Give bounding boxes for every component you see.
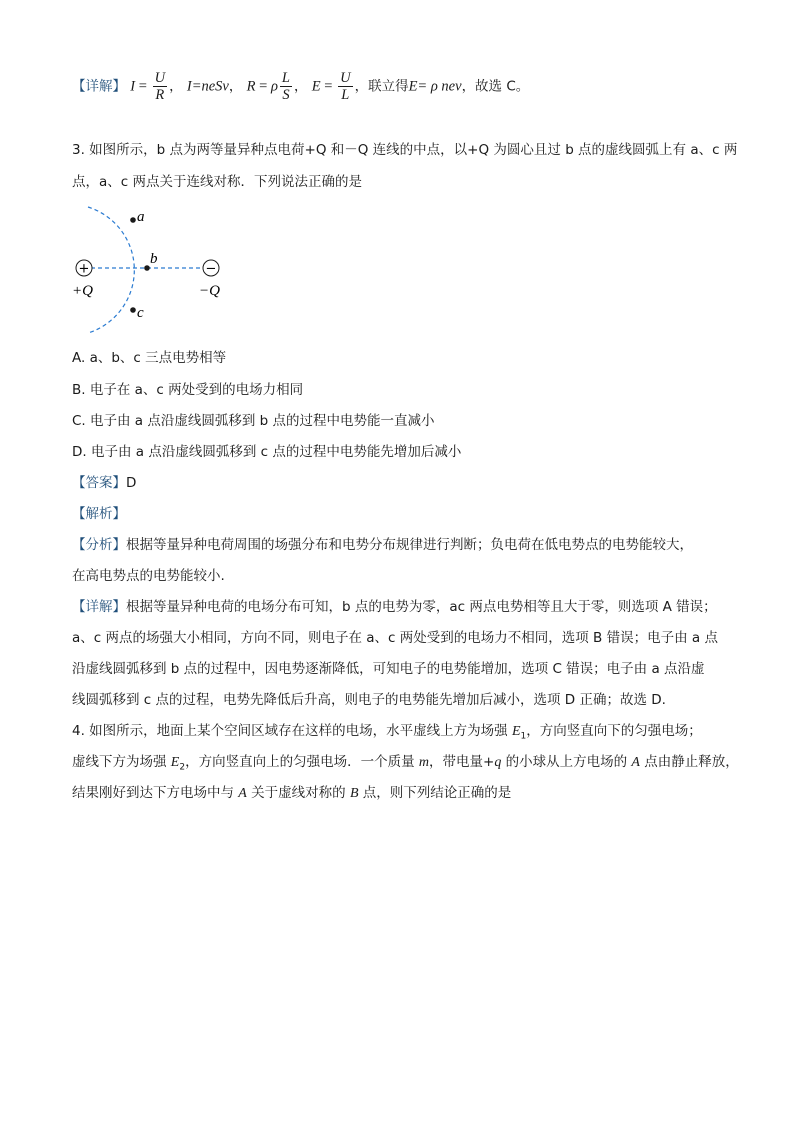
label-plus-q: +Q — [72, 283, 93, 299]
answer-tag: 【答案】 — [72, 475, 126, 491]
formula-resistance-fraction: $\frac{L}{S}$ — [281, 70, 290, 103]
minus-symbol: − — [205, 261, 217, 277]
point-b — [144, 265, 150, 271]
fenxi-line2: 在高电势点的电势能较小. — [72, 568, 225, 584]
point-c — [130, 307, 136, 313]
formula-result: E= ρ nev — [408, 78, 462, 95]
fenxi-line1: 【分析】根据等量异种电荷周围的场强分布和电势分布规律进行判断；负电荷在低电势点的电势能较大， — [72, 537, 693, 553]
option-d: D. 电子由 a 点沿虚线圆弧移到 c 点的过程中电势能先增加后减小 — [72, 444, 462, 460]
fenxi-tag: 【分析】 — [72, 537, 126, 553]
q2-detail-line: 【详解】 I = $\frac{U}{R}$ ， I=neSv， R = ρ $\frac{L}{S}$ ， E = $\frac{U}{L}$ ，联立得E= ρ nev，故选 C。 — [72, 70, 530, 103]
q4-stem-line3: 结果刚好到达下方电场中与 A 关于虚线对称的 B 点，则下列结论正确的是 — [72, 785, 512, 801]
label-minus-q: −Q — [199, 283, 220, 299]
q3-stem-line1: 3. 如图所示，b 点为两等量异种点电荷+Q 和－Q 连线的中点，以+Q 为圆心且过 b 点的虚线圆弧上有 a、c 两 — [72, 142, 738, 158]
answer-value: D — [126, 475, 137, 491]
xiangjie-line2: a、c 两点的场强大小相同，方向不同，则电子在 a、c 两处受到的电场力不相同，选项 B 错误；电子由 a 点 — [72, 630, 718, 646]
formula-ohm-lhs: I — [130, 78, 136, 95]
detail-tag: 【详解】 — [72, 78, 126, 95]
option-a: A. a、b、c 三点电势相等 — [72, 350, 227, 366]
analysis-tag: 【解析】 — [72, 506, 126, 522]
formula-field-fraction: $\frac{U}{L}$ — [340, 70, 351, 103]
formula-resistance-lhs: R — [246, 78, 256, 95]
plus-symbol: + — [78, 261, 90, 277]
label-c: c — [137, 305, 144, 321]
answer-line — [72, 473, 136, 493]
xiangjie-line4: 线圆弧移到 c 点的过程，电势先降低后升高，则电子的电势能先增加后减小，选项 D 正确；故选 D. — [72, 692, 666, 708]
charge-diagram — [70, 200, 240, 340]
point-a — [130, 217, 136, 223]
q3-stem-line2: 点，a、c 两点关于连线对称．下列说法正确的是 — [72, 174, 362, 190]
formula-field-lhs: E — [311, 78, 321, 95]
dashed-arc — [88, 207, 134, 333]
xiangjie-line1: 【详解】根据等量异种电荷的电场分布可知，b 点的电势为零，ac 两点电势相等且大于零，则选项 A 错误； — [72, 599, 717, 615]
option-c: C. 电子由 a 点沿虚线圆弧移到 b 点的过程中电势能一直减小 — [72, 413, 435, 429]
label-a: a — [137, 209, 145, 225]
formula-current: I=neSv — [186, 78, 229, 95]
xiangjie-line3: 沿虚线圆弧移到 b 点的过程中，因电势逐渐降低，可知电子的电势能增加，选项 C 错误；电子由 a 点沿虚 — [72, 661, 705, 677]
xiangjie-tag: 【详解】 — [72, 599, 126, 615]
option-b: B. 电子在 a、c 两处受到的电场力相同 — [72, 382, 304, 398]
q4-stem-line2: 虚线下方为场强 $E_2$，方向竖直向上的匀强电场．一个质量 m，带电量+q 的小球从上方电场的 A 点由静止释放， — [72, 754, 739, 773]
label-b: b — [150, 251, 158, 267]
formula-ohm-fraction: $\frac{U}{R}$ — [154, 70, 166, 103]
q4-stem-line1: 4. 如图所示，地面上某个空间区域存在这样的电场，水平虚线上方为场强 $E_1$，方向竖直向下的匀强电场； — [72, 723, 702, 742]
